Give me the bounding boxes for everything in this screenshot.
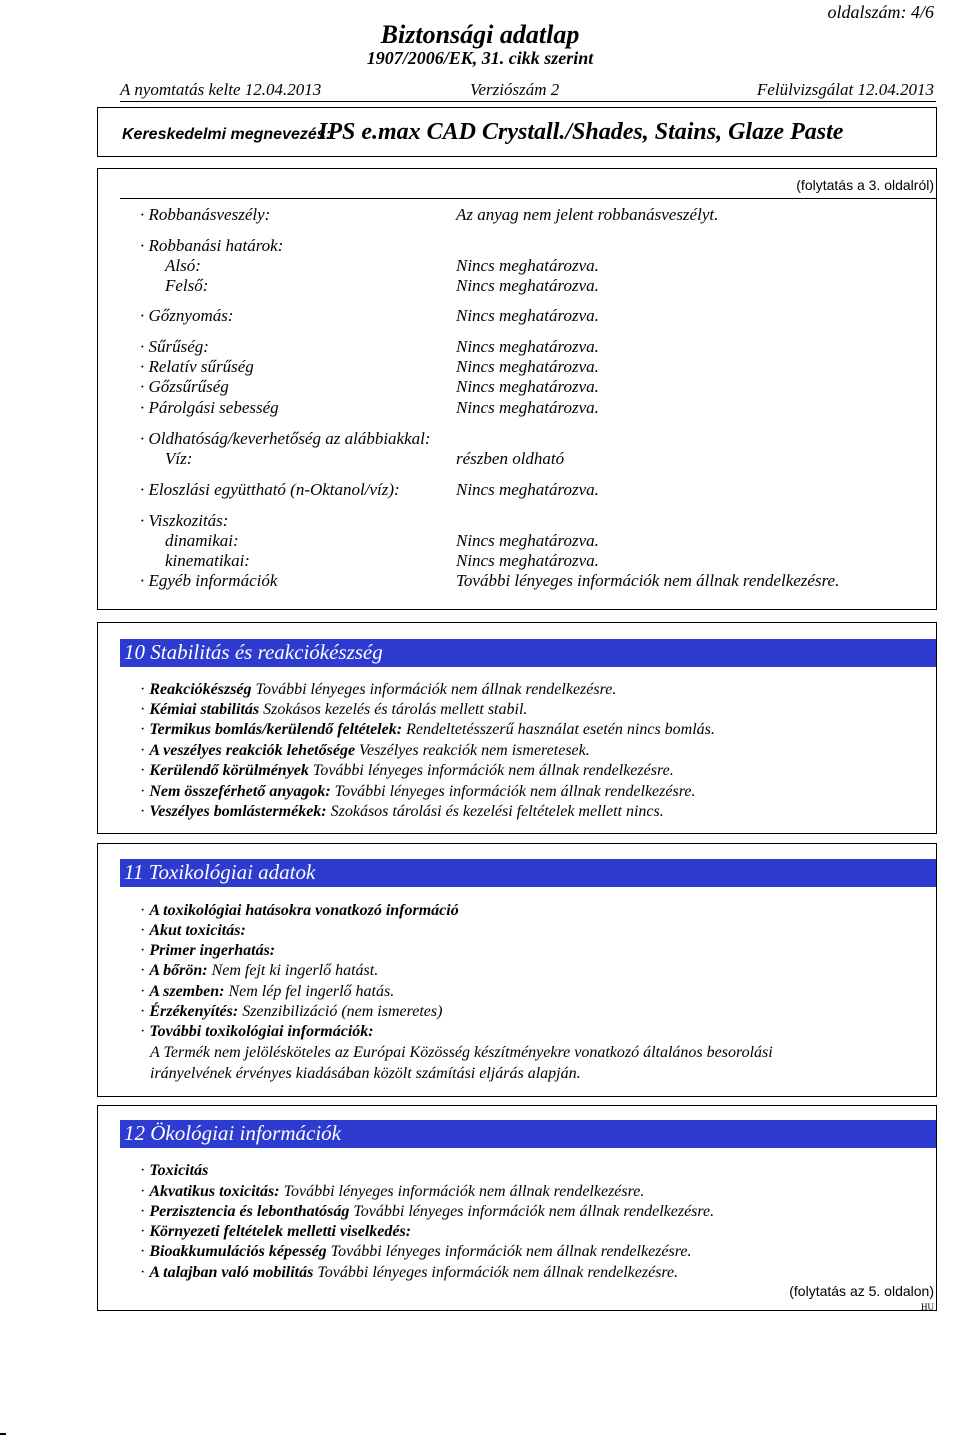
property-value: Nincs meghatározva. [456,551,599,570]
page-corner-mark [0,1433,6,1435]
property-label: · Oldhatóság/keverhetőség az alábbiakkal: [140,429,431,448]
property-value: részben oldható [456,449,565,468]
list-item: · Kerülendő körülmények További lényeges információk nem állnak rendelkezésre. [140,762,674,779]
list-item: · Primer ingerhatás: [140,942,276,959]
property-label: · Gőznyomás: [140,306,234,325]
list-item: · A bőrön: Nem fejt ki ingerlő hatást. [140,962,379,979]
list-item: · Veszélyes bomlástermékek: Szokásos tárolási és kezelési feltételek mellett nincs. [140,803,664,820]
list-item: · A szemben: Nem lép fel ingerlő hatás. [140,983,395,1000]
list-item: · Termikus bomlás/kerülendő feltételek: Rendeltetésszerű használat esetén nincs bomlás. [140,721,715,738]
property-value: Nincs meghatározva. [456,398,599,417]
property-label: · Robbanásveszély: [140,205,271,224]
list-item: · Érzékenyítés: Szenzibilizáció (nem ismeretes) [140,1003,443,1020]
page-number: oldalszám: 4/6 [827,2,934,22]
trade-name-value: IPS e.max CAD Crystall./Shades, Stains, Glaze Paste [318,119,844,145]
section-12-header [120,1120,936,1148]
list-item: · Bioakkumulációs képesség További lényeges információk nem állnak rendelkezésre. [140,1243,692,1260]
property-label: Alsó: [165,256,201,275]
section-11-header [120,859,936,887]
list-item: · A talajban való mobilitás További lényeges információk nem állnak rendelkezésre. [140,1264,679,1281]
language-code: HU [921,1302,934,1312]
property-label: Felső: [165,276,209,295]
property-value: Nincs meghatározva. [456,306,599,325]
property-label: · Relatív sűrűség [140,357,254,376]
continuation-from-note: (folytatás a 3. oldalról) [796,177,934,193]
toxicology-paragraph-line: A Termék nem jelölésköteles az Európai Közösség készítményekre vonatkozó általános besorolási [150,1044,773,1061]
document-title: Biztonsági adatlap [380,20,580,49]
property-value: További lényeges információk nem állnak rendelkezésre. [456,571,840,590]
property-label: Víz: [165,449,193,468]
property-label: · Eloszlási együttható (n-Oktanol/víz): [140,480,400,499]
section-12-title: 12 Ökológiai információk [124,1121,341,1145]
continuation-to-note: (folytatás az 5. oldalon) [789,1283,934,1299]
trade-name-box [97,107,937,157]
list-item: · Akut toxicitás: [140,922,246,939]
list-item: · Reakciókészség További lényeges információk nem állnak rendelkezésre. [140,681,617,698]
property-value: Nincs meghatározva. [456,531,599,550]
toxicology-paragraph-line: irányelvének érvényes kiadásában közölt számítási eljárás alapján. [150,1065,581,1082]
list-item: · A veszélyes reakciók lehetősége Veszélyes reakciók nem ismeretesek. [140,742,590,759]
property-value: Nincs meghatározva. [456,480,599,499]
property-label: kinematikai: [165,551,250,570]
property-label: · Párolgási sebesség [140,398,279,417]
revision-date: Felülvizsgálat 12.04.2013 [756,80,934,99]
list-item: · Perzisztencia és lebonthatóság További lényeges információk nem állnak rendelkezésre. [140,1203,715,1220]
property-label: · Gőzsűrűség [140,377,229,396]
property-label: · Sűrűség: [140,337,209,356]
property-value: Nincs meghatározva. [456,337,599,356]
property-label: dinamikai: [165,531,239,550]
list-item: · Toxicitás [140,1162,209,1179]
list-item: · A toxikológiai hatásokra vonatkozó információ [140,902,459,919]
section-10-title: 10 Stabilitás és reakciókészség [124,640,383,664]
property-label: · Robbanási határok: [140,236,284,255]
property-label: · Egyéb információk [140,571,278,590]
list-item: · Akvatikus toxicitás: További lényeges információk nem állnak rendelkezésre. [140,1183,645,1200]
footer-divider [120,1310,918,1311]
list-item: · Nem összeférhető anyagok: További lényeges információk nem állnak rendelkezésre. [140,783,696,800]
section-10-header [120,639,936,667]
version-number: Verziószám 2 [470,80,560,99]
print-date: A nyomtatás kelte 12.04.2013 [120,80,322,99]
list-item: · További toxikológiai információk: [140,1023,374,1040]
list-item: · Kémiai stabilitás Szokásos kezelés és tárolás mellett stabil. [140,701,528,718]
property-label: · Viszkozitás: [140,511,229,530]
property-value: Nincs meghatározva. [456,256,599,275]
property-value: Nincs meghatározva. [456,276,599,295]
list-item: · Környezeti feltételek melletti viselkedés: [140,1223,412,1240]
section-11-title: 11 Toxikológiai adatok [124,860,316,884]
document-subtitle: 1907/2006/EK, 31. cikk szerint [366,48,594,68]
property-value: Az anyag nem jelent robbanásveszélyt. [456,205,719,224]
trade-name-label: Kereskedelmi megnevezés: [122,126,331,143]
properties-divider [120,198,936,199]
property-value: Nincs meghatározva. [456,377,599,396]
property-value: Nincs meghatározva. [456,357,599,376]
header-divider [120,101,936,102]
